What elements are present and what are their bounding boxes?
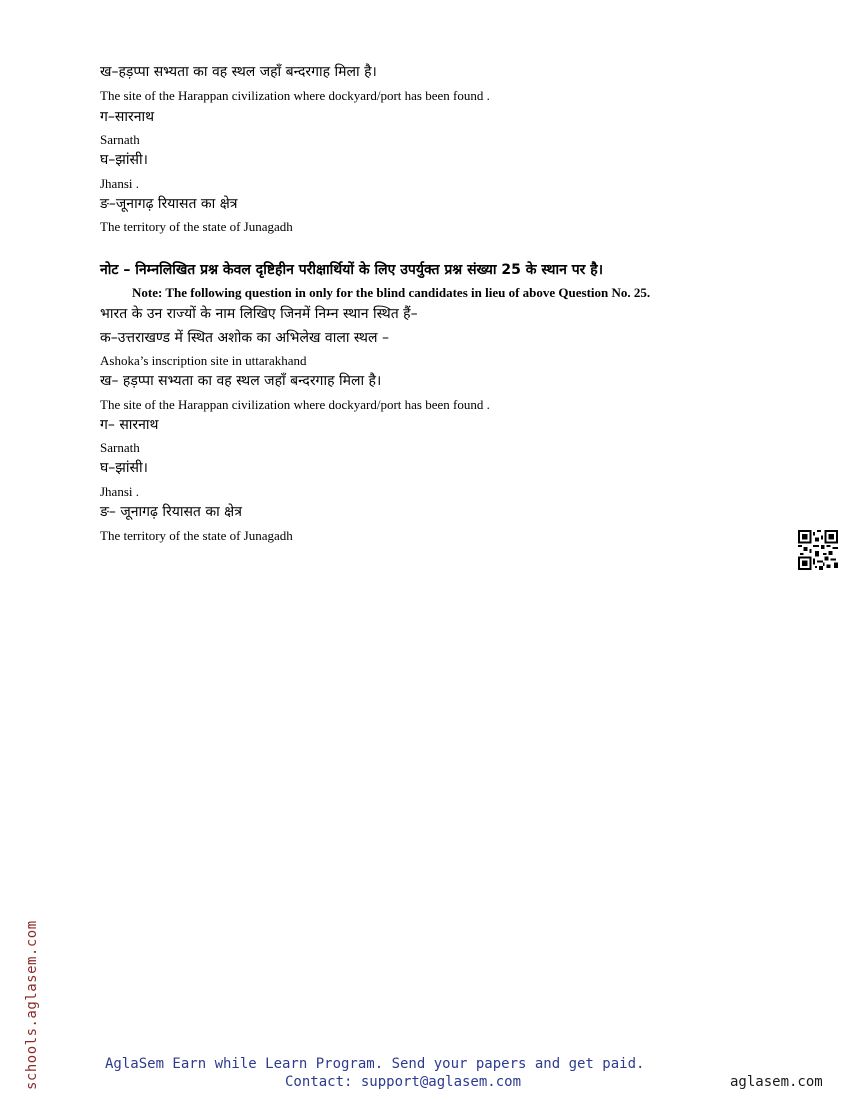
- item-gha-english: Jhansi .: [100, 176, 139, 191]
- item-nga-hindi: ङ–जूनागढ़ रियासत का क्षेत्र: [100, 196, 238, 212]
- item-ga-english: Sarnath: [100, 440, 140, 455]
- note-english: Note: The following question in only for the blind candidates in lieu of above Question No. 25.: [132, 285, 651, 300]
- item-kha-hindi: ख–हड़प्पा सभ्यता का वह स्थल जहाँ बन्दरगाह मिला है।: [100, 64, 377, 80]
- footer-contact[interactable]: Contact: support@aglasem.com: [285, 1074, 522, 1090]
- item-ka-english: Ashoka’s inscription site in uttarakhand: [100, 353, 307, 368]
- footer-site-link[interactable]: aglasem.com: [730, 1074, 823, 1090]
- qr-code-icon[interactable]: [798, 530, 838, 570]
- footer-promo: AglaSem Earn while Learn Program. Send your papers and get paid.: [105, 1056, 645, 1072]
- item-ga-english: Sarnath: [100, 132, 140, 147]
- item-ga-hindi: ग–सारनाथ: [100, 109, 155, 125]
- watermark: schools.aglasem.com: [24, 920, 40, 1090]
- item-kha-english: The site of the Harappan civilization where dockyard/port has been found .: [100, 397, 490, 412]
- item-ga-hindi: ग– सारनाथ: [100, 417, 159, 433]
- note-hindi: नोट – निम्नलिखित प्रश्न केवल दृष्टिहीन परीक्षार्थियों के लिए उपर्युक्त प्रश्न संख्या 25 के स्थान पर है।: [100, 262, 604, 278]
- item-ka-hindi: क–उत्तराखण्ड में स्थित अशोक का अभिलेख वाला स्थल –: [100, 330, 389, 346]
- question-intro: भारत के उन राज्यों के नाम लिखिए जिनमें निम्न स्थान स्थित हैं–: [100, 306, 418, 322]
- item-gha-english: Jhansi .: [100, 484, 139, 499]
- item-gha-hindi: घ–झांसी।: [100, 152, 148, 168]
- item-gha-hindi: घ–झांसी।: [100, 460, 148, 476]
- item-kha-english: The site of the Harappan civilization where dockyard/port has been found .: [100, 88, 490, 103]
- item-kha-hindi: ख– हड़प्पा सभ्यता का वह स्थल जहाँ बन्दरगाह मिला है।: [100, 373, 382, 389]
- item-nga-english: The territory of the state of Junagadh: [100, 528, 293, 543]
- item-nga-english: The territory of the state of Junagadh: [100, 219, 293, 234]
- item-nga-hindi: ङ– जूनागढ़ रियासत का क्षेत्र: [100, 504, 242, 520]
